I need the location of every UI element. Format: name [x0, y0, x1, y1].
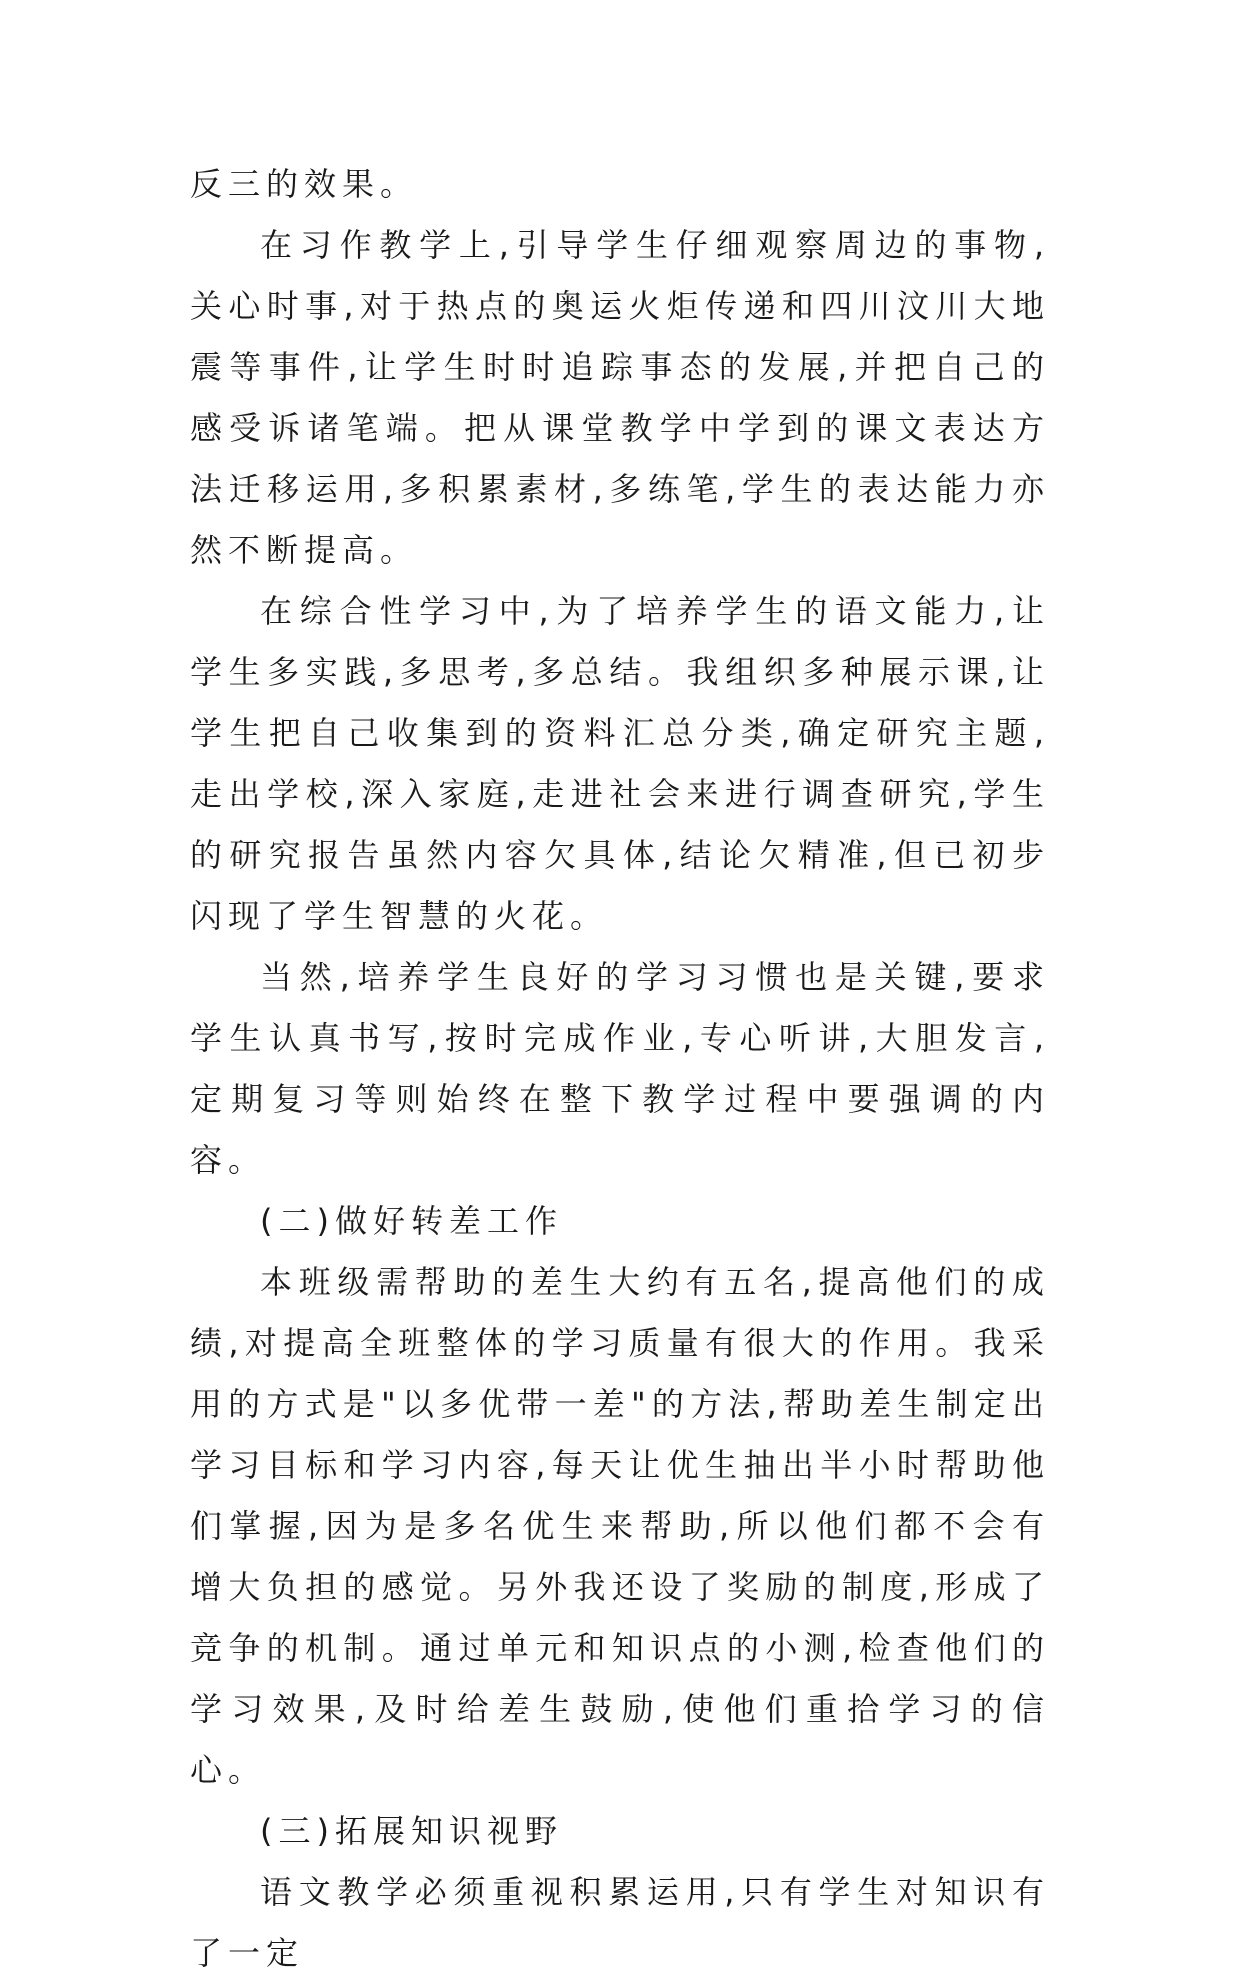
section-heading-2: (二)做好转差工作: [260, 1202, 563, 1240]
paragraph-5: 本班级需帮助的差生大约有五名,提高他们的成绩,对提高全班整体的学习质量有很大的作用。我采用的方式是"以多优带一差"的方法,帮助差生制定出学习目标和学习内容,每天让优生抽出半小时帮助他们掌握,因为是多名优生来帮助,所以他们都不会有增大负担的感觉。另外我还设了奖励的制度,形成了竞争的机制。通过单元和知识点的小测,检查他们的学习效果,及时给差生鼓励,使他们重拾学习的信心。: [190, 1263, 1050, 1789]
section-heading-3: (三)拓展知识视野: [260, 1812, 563, 1850]
paragraph-2: 在习作教学上,引导学生仔细观察周边的事物,关心时事,对于热点的奥运火炬传递和四川汶川大地震等事件,让学生时时追踪事态的发展,并把自己的感受诉诸笔端。把从课堂教学中学到的课文表达方法迁移运用,多积累素材,多练笔,学生的表达能力亦然不断提高。: [190, 226, 1050, 569]
paragraph-3: 在综合性学习中,为了培养学生的语文能力,让学生多实践,多思考,多总结。我组织多种展示课,让学生把自己收集到的资料汇总分类,确定研究主题,走出学校,深入家庭,走进社会来进行调查研究,学生的研究报告虽然内容欠具体,结论欠精准,但已初步闪现了学生智慧的火花。: [190, 592, 1050, 935]
paragraph-1: 反三的效果。: [190, 165, 419, 203]
body-text: [190, 154, 1050, 1984]
paragraph-4: 当然,培养学生良好的学习习惯也是关键,要求学生认真书写,按时完成作业,专心听讲,大胆发言,定期复习等则始终在整下教学过程中要强调的内容。: [190, 958, 1050, 1179]
paragraph-6: 语文教学必须重视积累运用,只有学生对知识有了一定: [190, 1873, 1050, 1972]
